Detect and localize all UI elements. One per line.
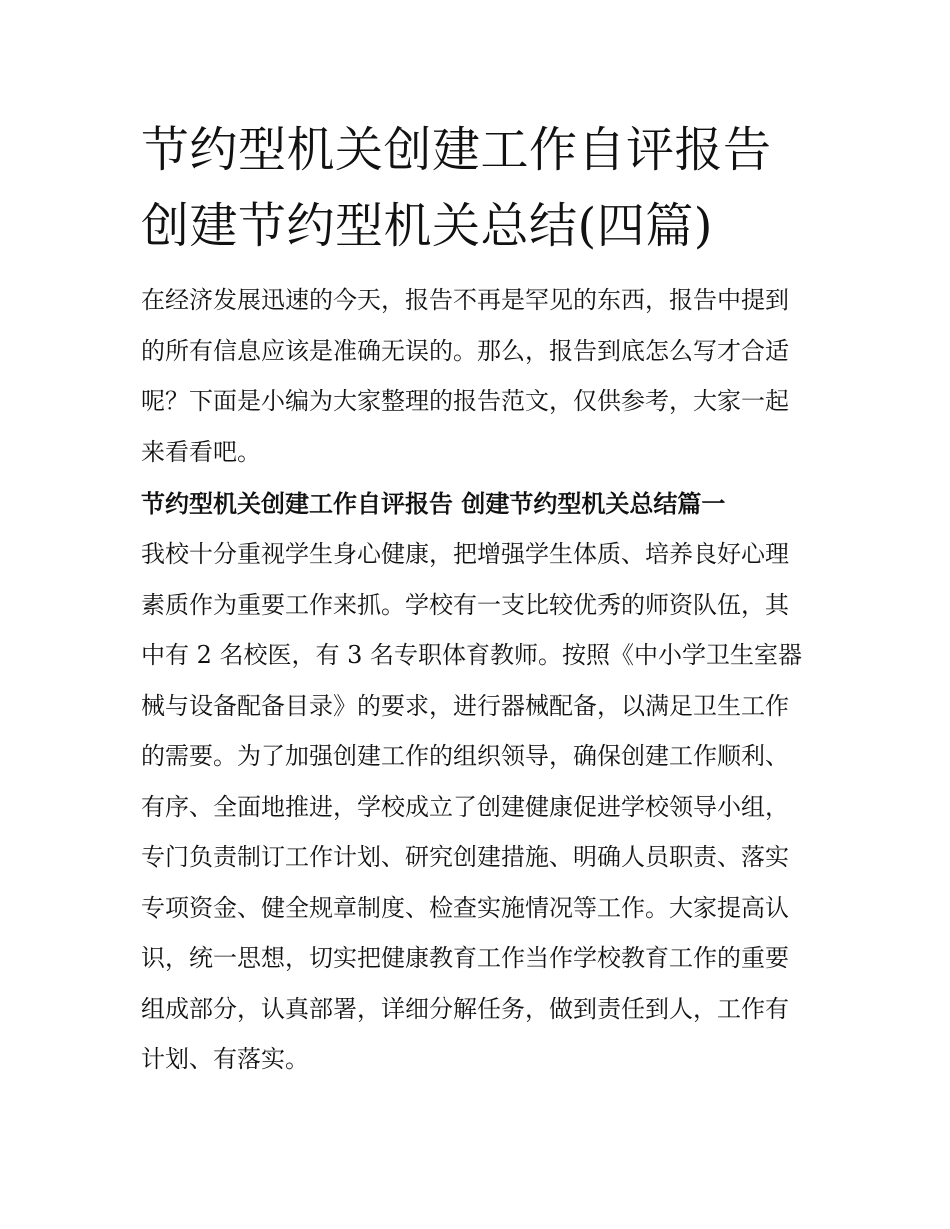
article-line: 的需要。为了加强创建工作的组织领导，确保创建工作顺利、 <box>141 742 789 770</box>
intro-line: 在经济发展迅速的今天，报告不再是罕见的东西，报告中提到 <box>141 286 789 314</box>
title-line-1: 节约型机关创建工作自评报告 <box>141 122 772 178</box>
article-line: 组成部分，认真部署，详细分解任务，做到责任到人，工作有 <box>141 994 789 1023</box>
article-line: 计划、有落实。 <box>141 1045 309 1073</box>
article-line: 专门负责制订工作计划、研究创建措施、明确人员职责、落实 <box>141 843 789 871</box>
document-title <box>141 112 821 264</box>
article-paragraph <box>141 529 811 1085</box>
intro-line: 来看看吧。 <box>141 437 261 466</box>
intro-line: 的所有信息应该是准确无误的。那么，报告到底怎么写才合适 <box>141 336 789 365</box>
article-line: 械与设备配备目录》的要求，进行器械配备，以满足卫生工作 <box>141 691 789 720</box>
article-line: 中有 2 名校医，有 3 名专职体育教师。按照《中小学卫生室器 <box>141 641 803 669</box>
section-heading: 节约型机关创建工作自评报告 创建节约型机关总结篇一 <box>141 489 726 518</box>
title-line-2: 创建节约型机关总结(四篇) <box>141 198 713 254</box>
article-line: 专项资金、健全规章制度、检查实施情况等工作。大家提高认 <box>141 893 789 922</box>
intro-line: 呢？下面是小编为大家整理的报告范文，仅供参考，大家一起 <box>141 387 789 415</box>
article-line: 我校十分重视学生身心健康，把增强学生体质、培养良好心理 <box>141 540 789 568</box>
article-line: 有序、全面地推进，学校成立了创建健康促进学校领导小组， <box>141 792 789 821</box>
article-line: 识，统一思想，切实把健康教育工作当作学校教育工作的重要 <box>141 944 789 972</box>
intro-paragraph <box>141 275 811 477</box>
article-line: 素质作为重要工作来抓。学校有一支比较优秀的师资队伍，其 <box>141 590 789 619</box>
